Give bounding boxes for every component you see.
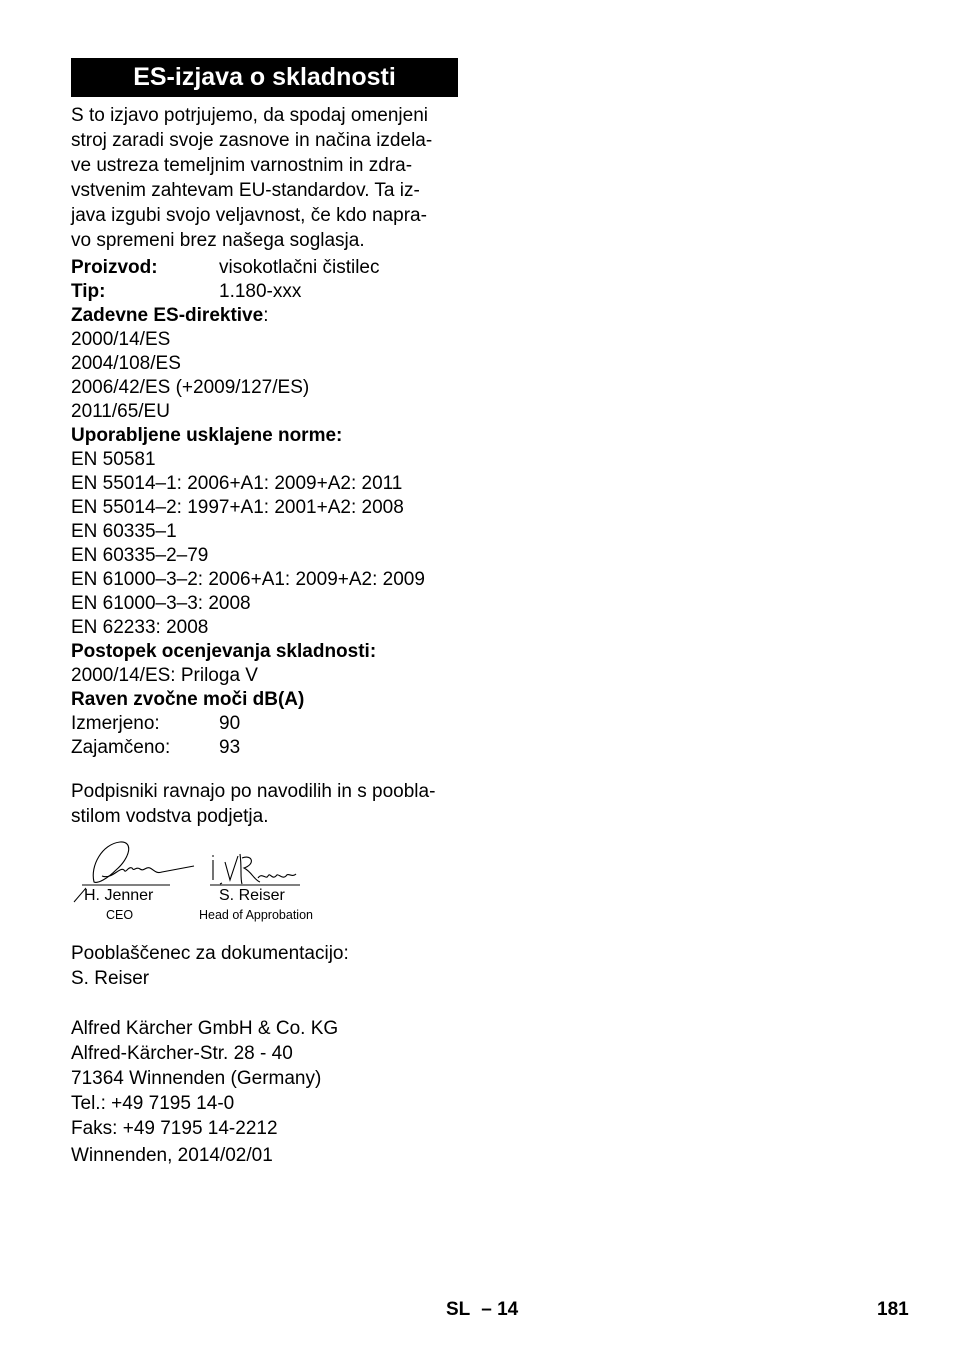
directives-label: Zadevne ES-direktive [71,305,264,326]
address-line: 71364 Winnenden (Germany) [71,1068,322,1089]
documentation-label: Pooblaščenec za dokumentacijo: [71,943,349,964]
norm-item: EN 55014–1: 2006+A1: 2009+A2: 2011 [71,473,403,494]
signature-reiser-icon [208,850,303,890]
norm-item: EN 61000–3–2: 2006+A1: 2009+A2: 2009 [71,569,425,590]
measured-row [71,712,425,736]
norm-item: EN 60335–1 [71,521,177,542]
sound-heading: Raven zvočne moči dB(A) [71,689,305,710]
norm-item: EN 62233: 2008 [71,617,209,638]
address-line: Alfred-Kärcher-Str. 28 - 40 [71,1043,293,1064]
directive-item: 2004/108/ES [71,353,181,374]
intro-line: vo spremeni brez našega soglasja. [71,230,365,251]
address-line: Tel.: +49 7195 14-0 [71,1093,235,1114]
intro-line: vstvenim zahtevam EU-standardov. Ta iz- [71,180,420,201]
type-row [71,280,425,304]
place-date: Winnenden, 2014/02/01 [71,1145,273,1166]
address-block [71,1016,338,1141]
page-title: ES-izjava o skladnosti [71,58,458,97]
directive-item: 2000/14/ES [71,329,171,350]
type-label: Tip: [71,281,106,302]
measured-value: 90 [219,713,241,734]
norms-heading: Uporabljene usklajene norme: [71,425,343,446]
signature-role-reiser: Head of Approbation [199,908,313,922]
norm-item: EN 60335–2–79 [71,545,209,566]
signature-name-jenner: H. Jenner [84,887,154,904]
product-row [71,256,425,280]
directives-heading [71,304,425,328]
product-value: visokotlačni čistilec [219,257,380,278]
type-value: 1.180-xxx [219,281,302,302]
intro-line: stroj zaradi svoje zasnove in načina izdela- [71,130,433,151]
signature-role-jenner: CEO [106,908,134,922]
norm-item: EN 50581 [71,449,156,470]
directive-item: 2011/65/EU [71,401,170,422]
footer-section-number: – 14 [481,1299,519,1320]
documentation-name: S. Reiser [71,968,150,989]
signature-name-reiser: S. Reiser [219,887,285,904]
guaranteed-label: Zajamčeno: [71,737,171,758]
product-label: Proizvod: [71,257,158,278]
guaranteed-row [71,736,425,760]
documentation-block [71,941,349,991]
procedure-heading: Postopek ocenjevanja skladnosti: [71,641,377,662]
address-line: Faks: +49 7195 14-2212 [71,1118,278,1139]
measured-label: Izmerjeno: [71,713,160,734]
intro-line: ve ustreza temeljnim varnostnim in zdra- [71,155,413,176]
guaranteed-value: 93 [219,737,241,758]
address-line: Alfred Kärcher GmbH & Co. KG [71,1018,339,1039]
directives-colon: : [263,305,269,326]
norm-item: EN 61000–3–3: 2008 [71,593,251,614]
intro-paragraph [71,103,466,253]
signatories-line: stilom vodstva podjetja. [71,806,269,827]
intro-line: S to izjavo potrjujemo, da spodaj omenjeni [71,105,428,126]
procedure-value: 2000/14/ES: Priloga V [71,665,258,686]
intro-line: java izgubi svojo veljavnost, če kdo napra- [71,205,427,226]
footer-section [446,1299,518,1321]
page-number: 181 [877,1299,909,1320]
norm-item: EN 55014–2: 1997+A1: 2001+A2: 2008 [71,497,404,518]
signatories-paragraph [71,779,435,829]
directive-item: 2006/42/ES (+2009/127/ES) [71,377,310,398]
declaration-details [71,256,425,760]
footer-lang: SL [446,1299,470,1320]
signatories-line: Podpisniki ravnajo po navodilih in s poobla- [71,781,436,802]
